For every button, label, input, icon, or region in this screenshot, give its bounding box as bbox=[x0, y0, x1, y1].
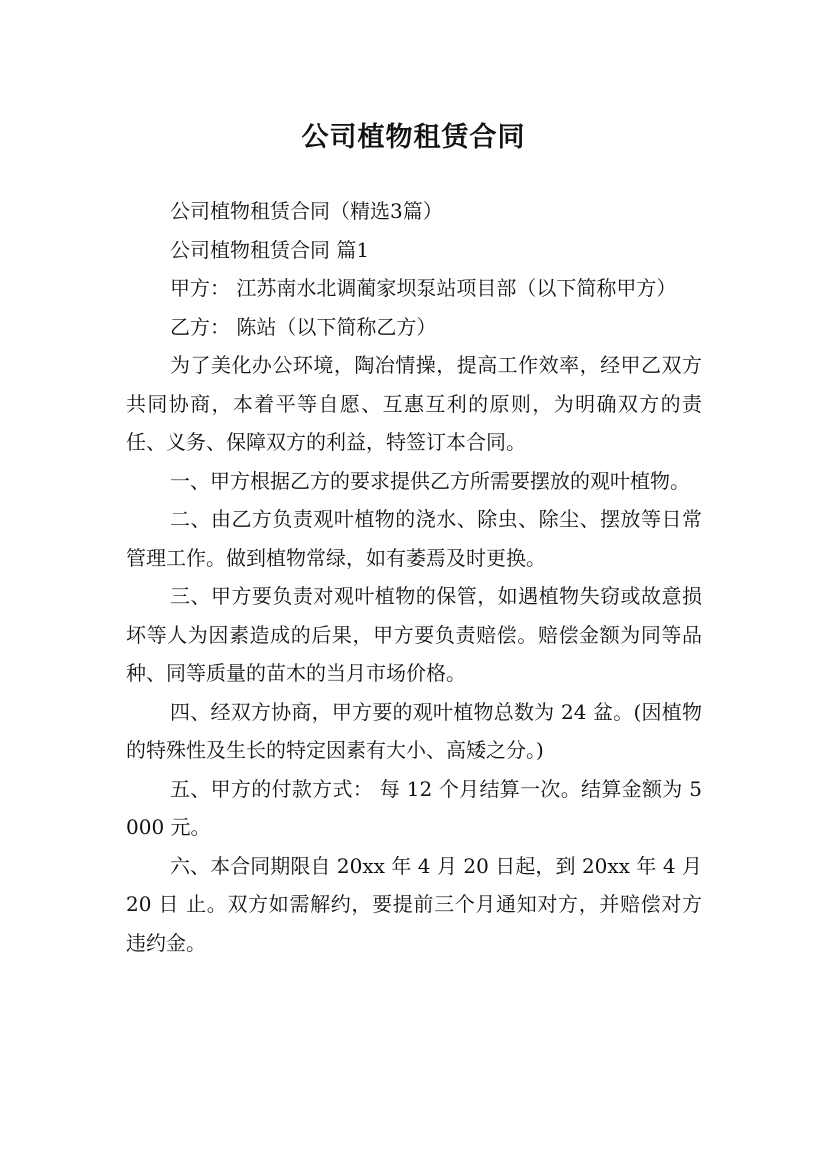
paragraph-party-a: 甲方： 江苏南水北调蔺家坝泵站项目部（以下简称甲方） bbox=[170, 276, 677, 300]
paragraph-party-b: 乙方： 陈站（以下简称乙方） bbox=[170, 314, 437, 339]
paragraph-clause-4: 四、经双方协商，甲方要的观叶植物总数为 24 盆。(因植物的特殊性及生长的特定因素有大小、高矮之分。) bbox=[126, 699, 702, 762]
paragraph-clause-5: 五、甲方的付款方式： 每 12 个月结算一次。结算金额为 5000 元。 bbox=[126, 776, 702, 839]
paragraph-clause-2: 二、由乙方负责观叶植物的浇水、除虫、除尘、摆放等日常管理工作。做到植物常绿，如有萎焉及时更换。 bbox=[126, 507, 702, 570]
paragraph-preamble: 为了美化办公环境，陶冶情操，提高工作效率，经甲乙双方共同协商，本着平等自愿、互惠互利的原则，为明确双方的责任、义务、保障双方的利益，特签订本合同。 bbox=[126, 353, 702, 454]
paragraph-subtitle: 公司植物租赁合同（精选3篇） bbox=[170, 199, 443, 223]
document-body bbox=[126, 192, 702, 962]
paragraph-section-heading: 公司植物租赁合同 篇1 bbox=[170, 237, 370, 262]
paragraph-clause-3: 三、甲方要负责对观叶植物的保管，如遇植物失窃或故意损坏等人为因素造成的后果，甲方要负责赔偿。赔偿金额为同等品种、同等质量的苗木的当月市场价格。 bbox=[126, 584, 702, 685]
paragraph-clause-1: 一、甲方根据乙方的要求提供乙方所需要摆放的观叶植物。 bbox=[170, 468, 690, 493]
paragraph-clause-6: 六、本合同期限自 20xx 年 4 月 20 日起，到 20xx 年 4 月 20 日 止。双方如需解约，要提前三个月通知对方，并赔偿对方违约金。 bbox=[126, 853, 702, 955]
document-title: 公司植物租赁合同 bbox=[301, 122, 526, 154]
